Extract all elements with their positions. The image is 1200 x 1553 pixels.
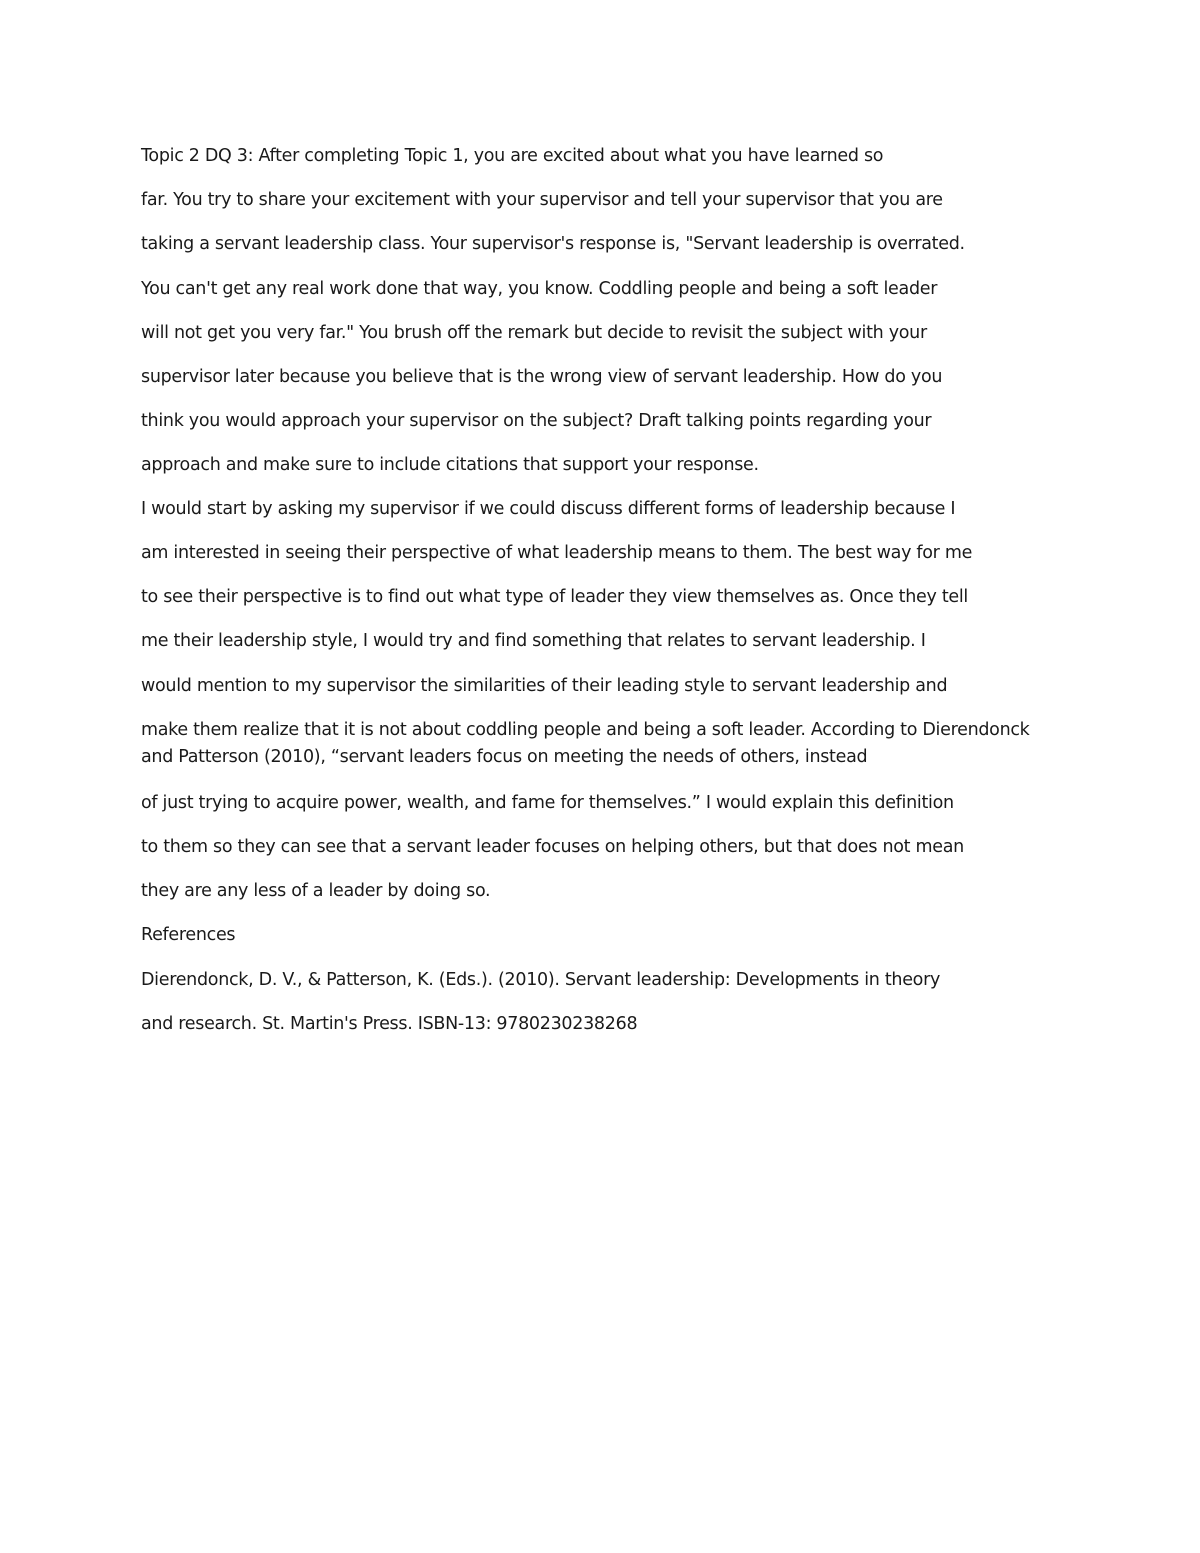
prompt-line: Topic 2 DQ 3: After completing Topic 1, you are excited about what you have learned so (141, 146, 884, 166)
prompt-line: think you would approach your supervisor on the subject? Draft talking points regarding your (141, 411, 932, 431)
prompt-line: taking a servant leadership class. Your supervisor's response is, "Servant leadership is overrated. (141, 234, 965, 254)
response-line: to them so they can see that a servant leader focuses on helping others, but that does not mean (141, 837, 964, 857)
reference-line: Dierendonck, D. V., & Patterson, K. (Eds.). (2010). Servant leadership: Developments in theory (141, 970, 941, 990)
response-line: make them realize that it is not about coddling people and being a soft leader. According to Dierendonck (141, 720, 1030, 740)
prompt-line: far. You try to share your excitement with your supervisor and tell your supervisor that you are (141, 190, 943, 210)
response-line: and Patterson (2010), “servant leaders focus on meeting the needs of others, instead (141, 747, 868, 767)
response-line: me their leadership style, I would try and find something that relates to servant leadership. I (141, 631, 926, 651)
prompt-line: You can't get any real work done that way, you know. Coddling people and being a soft leader (141, 279, 938, 299)
response-line: to see their perspective is to find out what type of leader they view themselves as. Once they tell (141, 587, 968, 607)
response-line: am interested in seeing their perspective of what leadership means to them. The best way for me (141, 543, 973, 563)
references-heading: References (141, 925, 236, 945)
reference-line: and research. St. Martin's Press. ISBN-13: 9780230238268 (141, 1014, 638, 1034)
prompt-line: will not get you very far." You brush off the remark but decide to revisit the subject with your (141, 323, 927, 343)
response-line: would mention to my supervisor the similarities of their leading style to servant leadership and (141, 676, 948, 696)
prompt-line: supervisor later because you believe that is the wrong view of servant leadership. How do you (141, 367, 943, 387)
response-line: of just trying to acquire power, wealth, and fame for themselves.” I would explain this definition (141, 793, 954, 813)
response-line: they are any less of a leader by doing so. (141, 881, 491, 901)
prompt-line: approach and make sure to include citations that support your response. (141, 455, 759, 475)
response-line: I would start by asking my supervisor if we could discuss different forms of leadership because I (141, 499, 956, 519)
